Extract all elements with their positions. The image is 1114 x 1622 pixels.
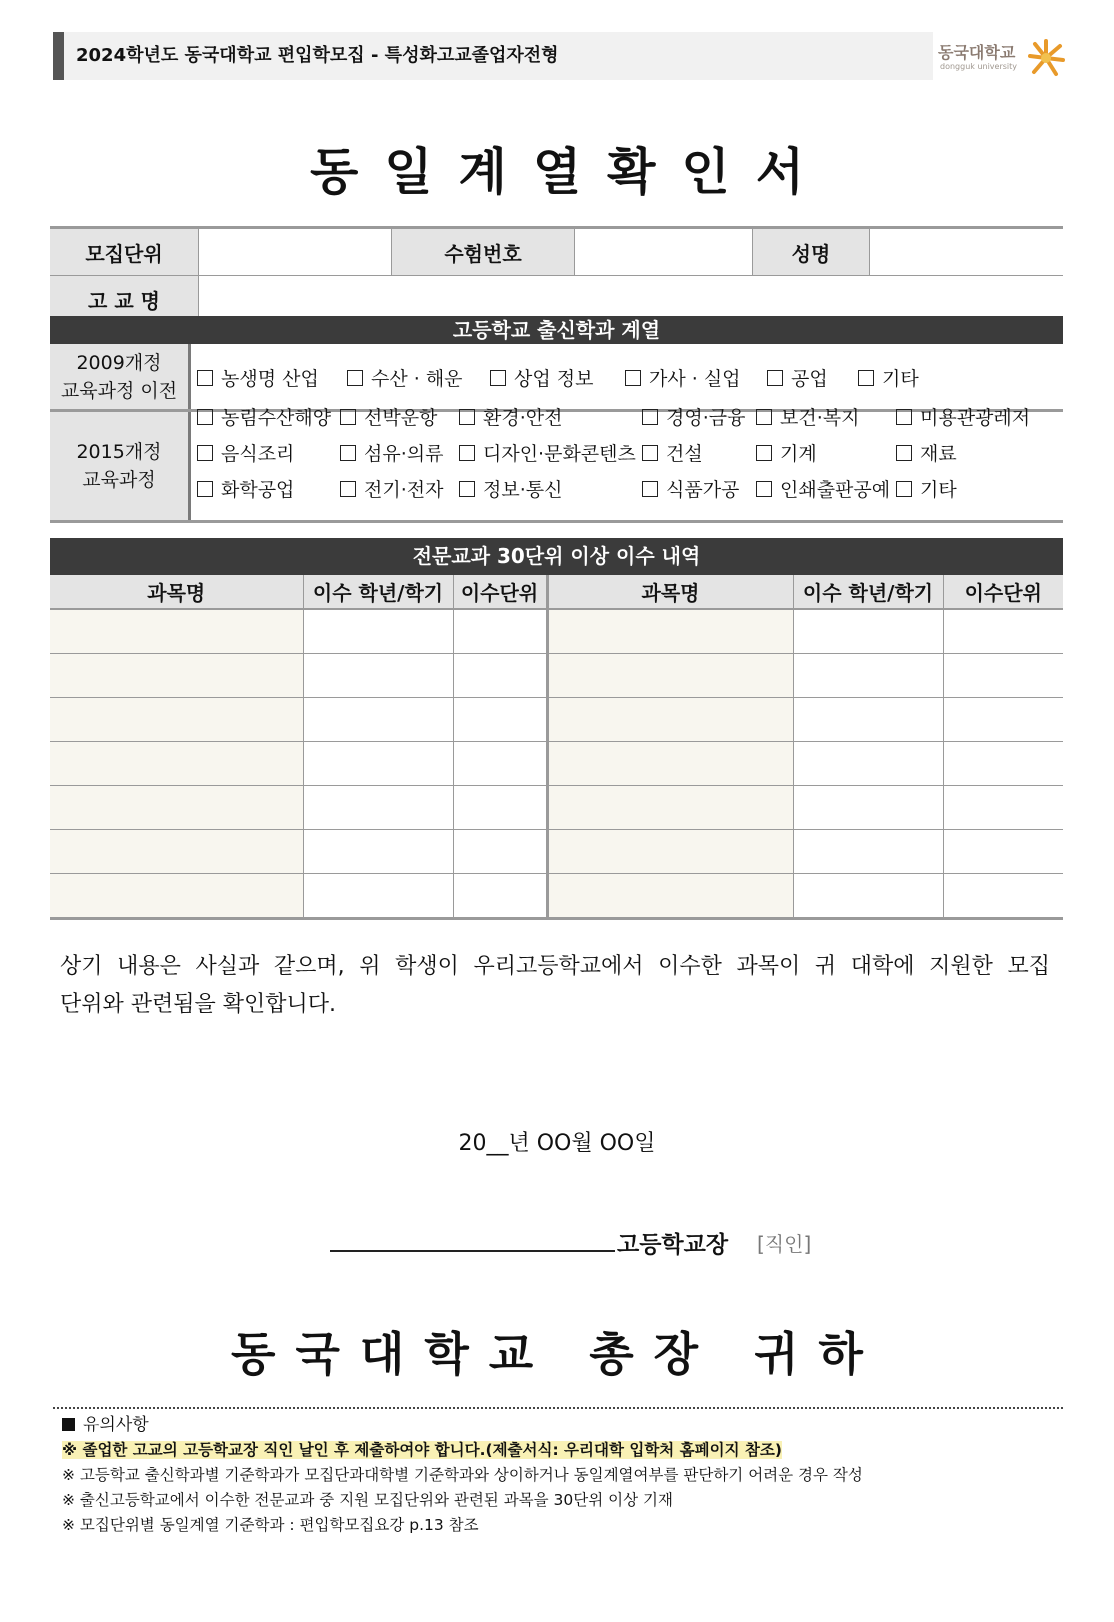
table-row <box>50 742 1063 786</box>
checkbox-icon[interactable] <box>896 409 912 425</box>
checkbox-icon[interactable] <box>858 370 874 386</box>
option-label: 공업 <box>791 368 828 390</box>
checkbox-icon[interactable] <box>197 409 213 425</box>
option-label: 섬유·의류 <box>364 443 444 465</box>
note-item: ※ 고등학교 출신학과별 기준학과가 모집단과대학별 기준학과와 상이하거나 동일계열여부를 판단하기 어려운 경우 작성 <box>62 1466 863 1484</box>
checkbox-option[interactable] <box>756 403 859 430</box>
course-name-cell[interactable] <box>547 830 793 874</box>
course-units-cell[interactable] <box>943 830 1063 874</box>
checkbox-icon[interactable] <box>625 370 641 386</box>
course-term-cell[interactable] <box>303 786 453 830</box>
column-header: 이수단위 <box>453 575 547 609</box>
checkbox-option[interactable] <box>625 364 741 391</box>
label-line: 교육과정 이전 <box>60 379 178 402</box>
checkbox-option[interactable] <box>896 439 957 466</box>
curriculum-2015-row <box>50 407 1063 523</box>
course-units-cell[interactable] <box>453 874 547 919</box>
header-title: 2024학년도 동국대학교 편입학모집 - 특성화고교졸업자전형 <box>76 45 559 66</box>
course-name-cell[interactable] <box>50 786 303 830</box>
course-units-cell[interactable] <box>453 830 547 874</box>
course-name-cell[interactable] <box>50 698 303 742</box>
course-term-cell[interactable] <box>793 874 943 919</box>
school-label: 고 교 명 <box>50 276 199 323</box>
course-name-cell[interactable] <box>547 609 793 654</box>
exam-no-field[interactable] <box>575 228 753 276</box>
option-label: 화학공업 <box>221 479 295 501</box>
course-term-cell[interactable] <box>793 698 943 742</box>
checkbox-icon[interactable] <box>459 409 475 425</box>
checkbox-option[interactable] <box>756 475 890 502</box>
course-name-cell[interactable] <box>50 609 303 654</box>
option-label: 인쇄출판공예 <box>780 479 891 501</box>
official-seal-mark: [직인] <box>757 1232 812 1256</box>
course-term-cell[interactable] <box>793 654 943 698</box>
course-units-cell[interactable] <box>453 609 547 654</box>
table-row <box>50 654 1063 698</box>
option-label: 식품가공 <box>666 479 740 501</box>
logo-text: 동국대학교 <box>938 43 1016 62</box>
option-label: 환경·안전 <box>483 407 563 429</box>
checkbox-option[interactable] <box>896 475 957 502</box>
option-label: 농림수산해양 <box>221 407 332 429</box>
checkbox-icon[interactable] <box>756 445 772 461</box>
note-item: ※ 모집단위별 동일계열 기준학과 : 편입학모집요강 p.13 참조 <box>62 1516 479 1534</box>
checkbox-option[interactable] <box>340 403 437 430</box>
section-courses-title: 전문교과 30단위 이상 이수 내역 <box>50 538 1063 575</box>
checkbox-option[interactable] <box>767 364 828 391</box>
course-name-cell[interactable] <box>50 874 303 919</box>
option-label: 음식조리 <box>221 443 295 465</box>
table-row <box>50 609 1063 654</box>
recruit-unit-label: 모집단위 <box>50 228 199 276</box>
course-name-cell[interactable] <box>547 874 793 919</box>
option-label: 건설 <box>666 443 703 465</box>
course-units-cell[interactable] <box>943 742 1063 786</box>
logo-subtext: dongguk university <box>940 62 1018 71</box>
course-term-cell[interactable] <box>303 742 453 786</box>
course-units-cell[interactable] <box>943 698 1063 742</box>
checkbox-icon[interactable] <box>459 481 475 497</box>
course-term-cell[interactable] <box>303 609 453 654</box>
course-name-cell[interactable] <box>547 786 793 830</box>
course-term-cell[interactable] <box>303 874 453 919</box>
course-units-cell[interactable] <box>453 698 547 742</box>
option-label: 농생명 산업 <box>221 368 319 390</box>
course-name-cell[interactable] <box>547 742 793 786</box>
courses-table <box>50 575 1063 920</box>
course-term-cell[interactable] <box>303 654 453 698</box>
checkbox-icon[interactable] <box>197 370 213 386</box>
course-name-cell[interactable] <box>50 654 303 698</box>
note-item <box>62 1438 863 1463</box>
checkbox-icon[interactable] <box>347 370 363 386</box>
option-label: 정보·통신 <box>483 479 563 501</box>
curriculum-2009-label <box>50 344 191 409</box>
checkbox-icon[interactable] <box>197 445 213 461</box>
course-term-cell[interactable] <box>793 609 943 654</box>
option-label: 수산 · 해운 <box>371 368 463 390</box>
checkbox-icon[interactable] <box>197 481 213 497</box>
option-label: 전기·전자 <box>364 479 444 501</box>
column-header: 과목명 <box>547 575 793 609</box>
option-label: 경영·금융 <box>666 407 746 429</box>
course-name-cell[interactable] <box>50 830 303 874</box>
notes-title: 유의사항 <box>83 1415 149 1435</box>
option-label: 상업 정보 <box>514 368 594 390</box>
checkbox-option[interactable] <box>347 364 463 391</box>
option-label: 가사 · 실업 <box>649 368 741 390</box>
course-term-cell[interactable] <box>303 698 453 742</box>
table-row <box>50 786 1063 830</box>
section-dept-title: 고등학교 출신학과 계열 <box>50 316 1063 344</box>
course-term-cell[interactable] <box>793 786 943 830</box>
checkbox-option[interactable] <box>459 403 562 430</box>
curriculum-2015-label <box>50 412 191 520</box>
document-title: 동일계열확인서 <box>309 143 831 201</box>
checkbox-option[interactable] <box>197 403 331 430</box>
checkbox-icon[interactable] <box>340 445 356 461</box>
course-units-cell[interactable] <box>453 654 547 698</box>
curriculum-2009-row <box>50 344 1063 412</box>
course-units-cell[interactable] <box>453 742 547 786</box>
note-item: ※ 출신고등학교에서 이수한 전문교과 중 지원 모집단위와 관련된 과목을 30단위 이상 기재 <box>62 1491 673 1509</box>
option-label: 기타 <box>882 368 919 390</box>
column-header: 과목명 <box>50 575 303 609</box>
option-label: 디자인·문화콘텐츠 <box>483 443 636 465</box>
checkbox-icon[interactable] <box>340 481 356 497</box>
table-row <box>50 698 1063 742</box>
course-units-cell[interactable] <box>453 786 547 830</box>
course-units-cell[interactable] <box>943 654 1063 698</box>
course-name-cell[interactable] <box>50 742 303 786</box>
checkbox-icon[interactable] <box>642 481 658 497</box>
square-bullet-icon <box>62 1418 75 1431</box>
option-label: 보건·복지 <box>780 407 860 429</box>
column-header: 이수 학년/학기 <box>303 575 453 609</box>
notes-section <box>62 1413 863 1538</box>
checkbox-icon[interactable] <box>490 370 506 386</box>
date-field[interactable]: 20__년 OO월 OO일 <box>458 1131 656 1156</box>
recruit-unit-field[interactable] <box>199 228 392 276</box>
header-accent <box>53 32 64 80</box>
course-term-cell[interactable] <box>303 830 453 874</box>
notes-divider <box>53 1407 1063 1409</box>
label-line: 교육과정 <box>82 469 156 491</box>
course-units-cell[interactable] <box>943 874 1063 919</box>
checkbox-icon[interactable] <box>642 409 658 425</box>
checkbox-option[interactable] <box>340 475 443 502</box>
signature-label: 고등학교장 <box>617 1232 729 1258</box>
checkbox-option[interactable] <box>896 403 1030 430</box>
option-label: 미용관광레저 <box>920 407 1031 429</box>
column-header: 이수단위 <box>943 575 1063 609</box>
signature-line[interactable] <box>330 1250 615 1252</box>
checkbox-option[interactable] <box>459 439 636 466</box>
checkbox-icon[interactable] <box>756 409 772 425</box>
checkbox-icon[interactable] <box>340 409 356 425</box>
table-row <box>50 830 1063 874</box>
checkbox-option[interactable] <box>197 475 294 502</box>
table-row <box>50 874 1063 919</box>
courses-header-row <box>50 575 1063 609</box>
option-label: 재료 <box>920 443 957 465</box>
label-line: 2015개정 <box>76 441 162 463</box>
column-header: 이수 학년/학기 <box>793 575 943 609</box>
course-name-cell[interactable] <box>547 698 793 742</box>
checkbox-option[interactable] <box>340 439 443 466</box>
course-name-cell[interactable] <box>547 654 793 698</box>
checkbox-icon[interactable] <box>642 445 658 461</box>
label-line: 2009개정 <box>76 351 162 374</box>
checkbox-option[interactable] <box>490 364 593 391</box>
option-label: 기계 <box>780 443 817 465</box>
checkbox-icon[interactable] <box>896 445 912 461</box>
checkbox-option[interactable] <box>642 475 739 502</box>
confirmation-statement: 상기 내용은 사실과 같으며, 위 학생이 우리고등학교에서 이수한 과목이 귀 대학에 지원한 모집 <box>60 954 1050 979</box>
checkbox-option[interactable] <box>197 364 319 391</box>
checkbox-option[interactable] <box>459 475 562 502</box>
confirmation-statement-cont: 단위와 관련됨을 확인합니다. <box>60 992 337 1017</box>
addressee: 동국대학교 총장 귀하 <box>231 1327 883 1381</box>
option-label: 선박운항 <box>364 407 438 429</box>
note-highlight: ※ 졸업한 고교의 고등학교장 직인 날인 후 제출하여야 합니다.(제출서식: 우리대학 입학처 홈페이지 참조) <box>62 1441 782 1459</box>
name-field[interactable] <box>870 228 1064 276</box>
university-logo <box>938 38 1068 78</box>
course-units-cell[interactable] <box>943 786 1063 830</box>
course-term-cell[interactable] <box>793 742 943 786</box>
notes-heading <box>62 1413 863 1438</box>
lotus-emblem-icon <box>1026 38 1066 78</box>
checkbox-option[interactable] <box>756 439 817 466</box>
checkbox-icon[interactable] <box>459 445 475 461</box>
checkbox-option[interactable] <box>642 403 745 430</box>
applicant-info-table <box>50 226 1063 323</box>
checkbox-icon[interactable] <box>756 481 772 497</box>
checkbox-option[interactable] <box>858 364 919 391</box>
name-label: 성명 <box>753 228 870 276</box>
exam-no-label: 수험번호 <box>392 228 575 276</box>
checkbox-icon[interactable] <box>896 481 912 497</box>
checkbox-option[interactable] <box>197 439 294 466</box>
option-label: 기타 <box>920 479 957 501</box>
course-term-cell[interactable] <box>793 830 943 874</box>
checkbox-icon[interactable] <box>767 370 783 386</box>
course-units-cell[interactable] <box>943 609 1063 654</box>
checkbox-option[interactable] <box>642 439 703 466</box>
